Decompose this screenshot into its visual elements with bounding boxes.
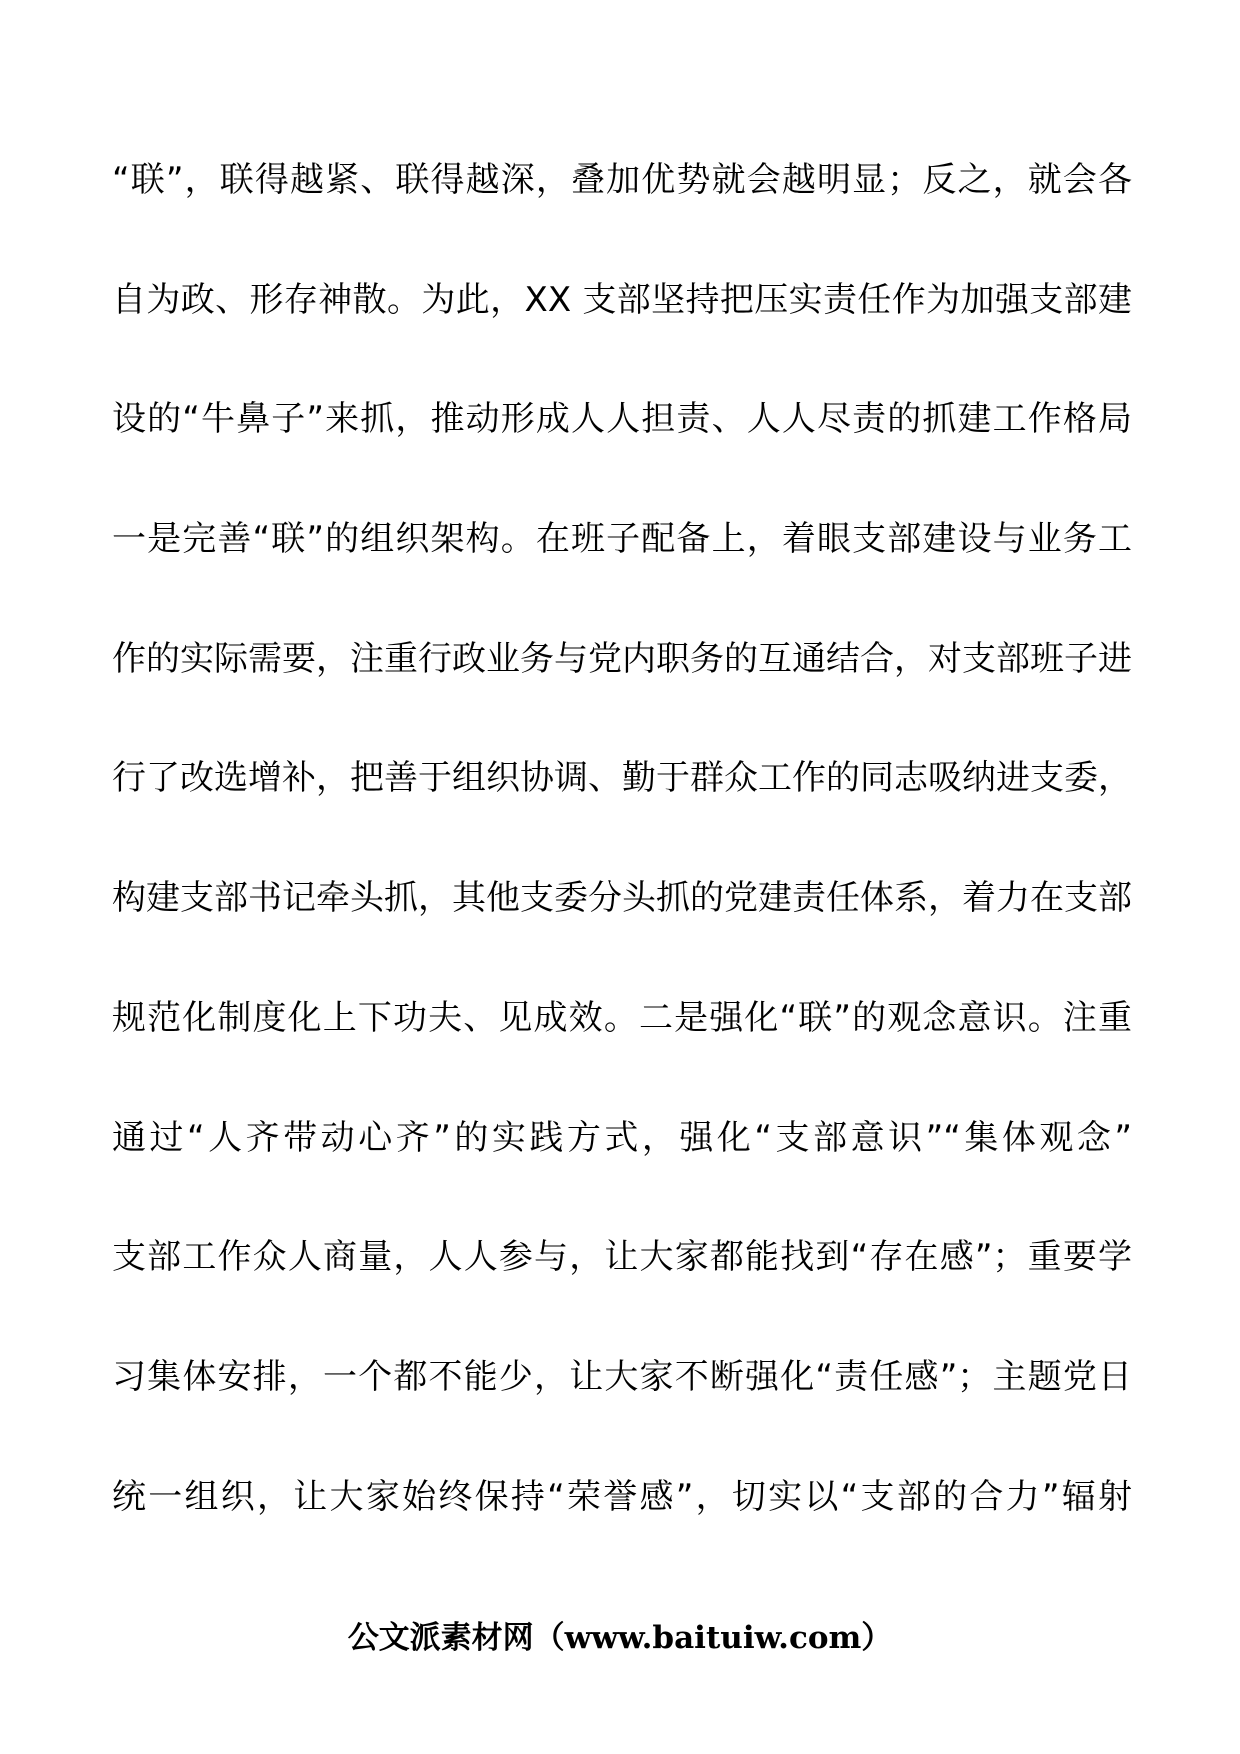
text-line: “联”，联得越紧、联得越深，叠加优势就会越明显；反之，就会各 — [112, 160, 1132, 200]
footer-source: 公文派素材网（www.baituiw.com） — [347, 1620, 893, 1656]
text-line: 规范化制度化上下功夫、见成效。二是强化“联”的观念意识。注重 — [112, 997, 1132, 1038]
text-line: 支部工作众人商量，人人参与，让大家都能找到“存在感”；重要学 — [112, 1237, 1132, 1278]
text-line: 统一组织，让大家始终保持“荣誉感”，切实以“支部的合力”辐射 — [112, 1476, 1132, 1517]
text-line: 作的实际需要，注重行政业务与党内职务的互通结合，对支部班子进 — [112, 638, 1132, 679]
body-text — [112, 160, 1132, 1596]
text-line: 设的“牛鼻子”来抓，推动形成人人担责、人人尽责的抓建工作格局 — [112, 399, 1132, 440]
text-line: 通过“人齐带动心齐”的实践方式，强化“支部意识”“集体观念” — [112, 1117, 1132, 1158]
text-line: 自为政、形存神散。为此，XX 支部坚持把压实责任作为加强支部建 — [112, 279, 1132, 320]
text-line: 构建支部书记牵头抓，其他支委分头抓的党建责任体系，着力在支部 — [112, 878, 1132, 919]
text-line: 习集体安排，一个都不能少，让大家不断强化“责任感”；主题党日 — [112, 1356, 1132, 1397]
text-line: 行了改选增补，把善于组织协调、勤于群众工作的同志吸纳进支委， — [112, 758, 1132, 799]
text-line: 一是完善“联”的组织架构。在班子配备上，着眼支部建设与业务工 — [112, 519, 1132, 560]
